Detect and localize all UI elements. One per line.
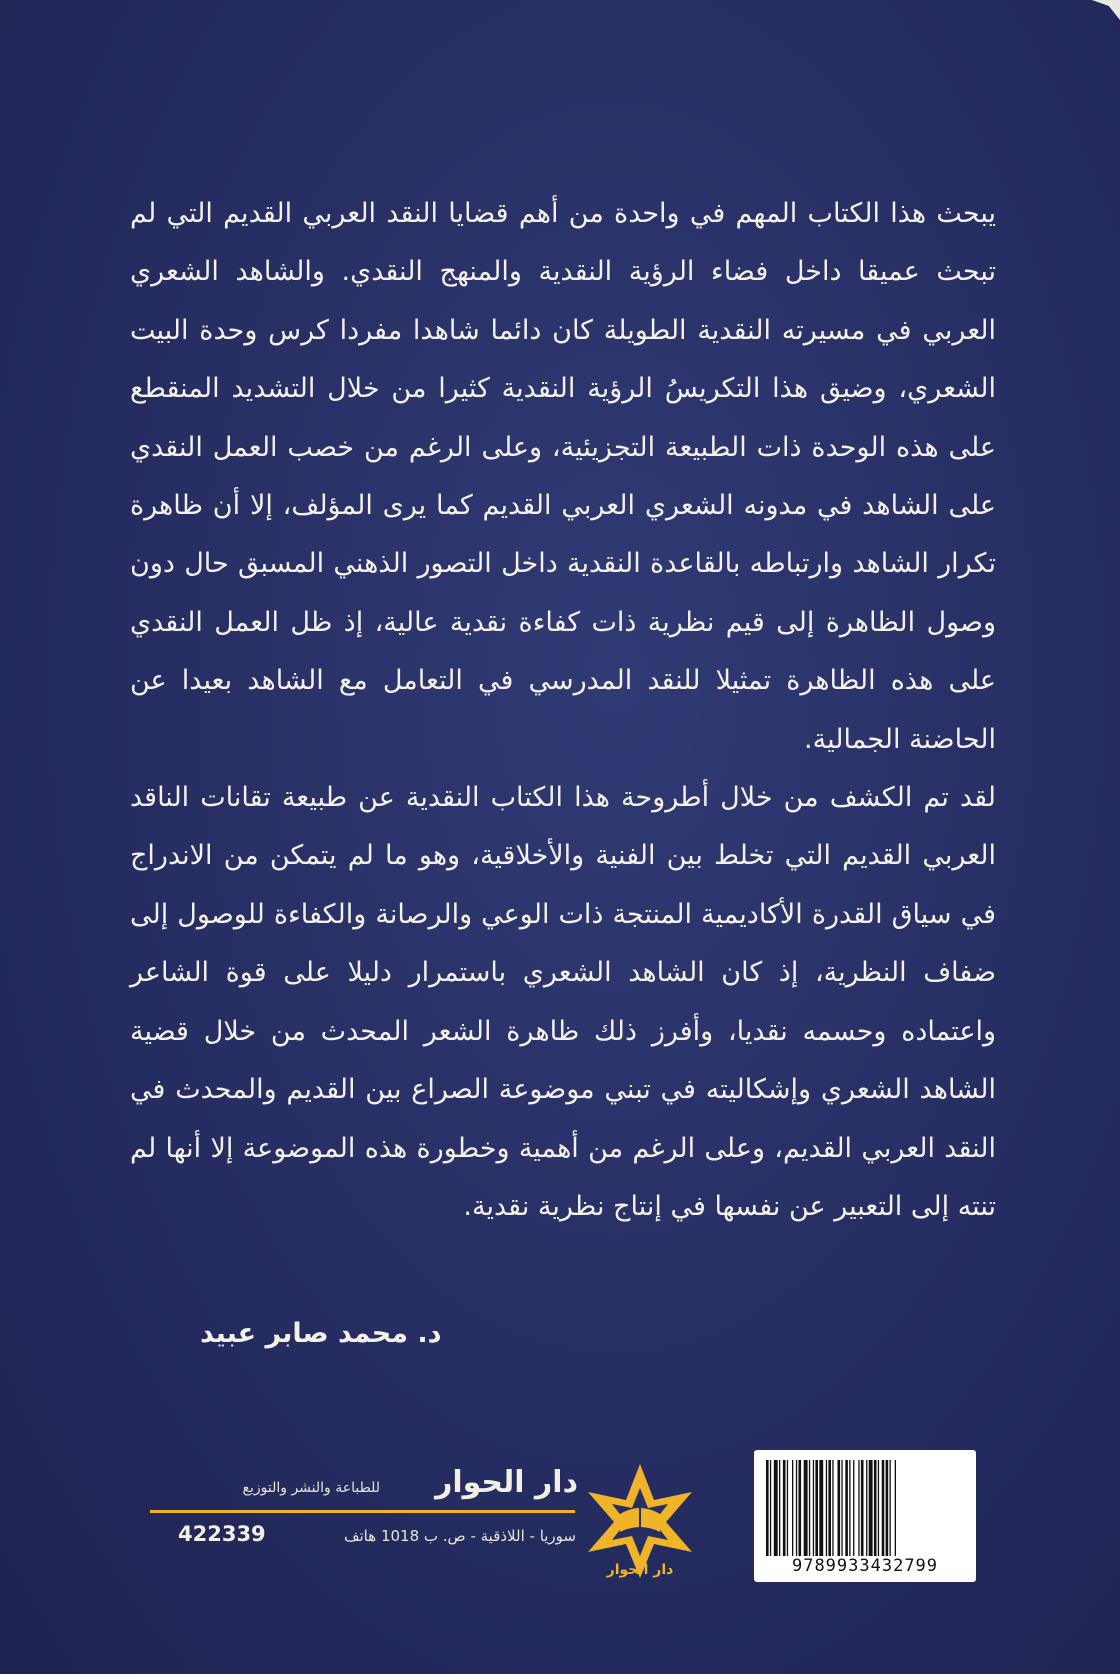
barcode-bar (838, 1460, 841, 1556)
blurb-paragraph-2: لقد تم الكشف من خلال أطروحة هذا الكتاب النقدية عن طبيعة تقانات الناقد العربي القديم التي تخلط بين الفنية والأخلاقية، وهو ما لم يتمكن من الاندراج في سياق القدرة الأكاديمية المنتجة ذات الوعي والرصانة والكفاءة للوصول إلى ضفاف النظرية، إذ كان الشاهد الشعري باستمرار دليلا على قوة الشاعر واعتماده وحسمه نقديا، وأفرز ذلك ظاهرة الشعر المحدث من خلال قضية الشاهد الشعري وإشكاليته في تبني موضوعة الصراع بين القديم والمحدث في النقد العربي القديم، وعلى الرغم من أهمية وخطورة هذه الموضوعة إلا أنها لم تنته إلى التعبير عن نفسها في إنتاج نظرية نقدية. (130, 782, 996, 1222)
barcode-bar (890, 1460, 891, 1556)
barcode-bar (779, 1460, 780, 1556)
publisher-phone: 422339 (178, 1522, 266, 1546)
back-cover-blurb (130, 185, 996, 1236)
barcode-bar (826, 1460, 827, 1556)
barcode-bar (828, 1460, 831, 1556)
barcode-bar (799, 1460, 802, 1556)
barcode-bar (766, 1460, 769, 1556)
publisher-logo-icon (580, 1462, 700, 1580)
barcode-bar (878, 1460, 879, 1556)
barcode-bar (796, 1460, 797, 1556)
barcode-bar (774, 1460, 778, 1556)
barcode-bar (783, 1460, 786, 1556)
barcode-bar (895, 1460, 896, 1556)
barcode-bar (832, 1460, 833, 1556)
barcode-bar (866, 1460, 867, 1556)
publisher-divider-line (150, 1510, 575, 1513)
barcode-bar (874, 1460, 877, 1556)
barcode-bar (787, 1460, 788, 1556)
publisher-tagline: للطباعة والنشر والتوزيع (242, 1480, 380, 1496)
author-name: د. محمد صابر عبيد (200, 1318, 442, 1349)
barcode-bar (813, 1460, 814, 1556)
barcode (754, 1450, 976, 1582)
publisher-logo-text: دار الحوار (606, 1562, 674, 1578)
barcode-bar (853, 1460, 854, 1556)
barcode-bar (869, 1460, 873, 1556)
barcode-bar (858, 1460, 859, 1556)
barcode-bar (809, 1460, 810, 1556)
barcode-bar (841, 1460, 842, 1556)
barcode-bar (815, 1460, 818, 1556)
barcode-bar (792, 1460, 793, 1556)
barcode-bar (886, 1460, 889, 1556)
barcode-bar (845, 1460, 848, 1556)
barcode-bar (849, 1460, 850, 1556)
barcode-bar (882, 1460, 885, 1556)
barcode-bars (766, 1460, 964, 1556)
barcode-bar (804, 1460, 808, 1556)
barcode-bar (819, 1460, 823, 1556)
isbn-number: 9789933432799 (791, 1556, 939, 1576)
publisher-name: دار الحوار (435, 1465, 578, 1500)
publisher-address: سوريا - اللاذقية - ص. ب 1018 هاتف (343, 1527, 576, 1545)
torn-corner (1092, 0, 1120, 20)
barcode-bar (861, 1460, 864, 1556)
blurb-paragraph-1: يبحث هذا الكتاب المهم في واحدة من أهم قضايا النقد العربي القديم التي لم تبحث عميقا داخل فضاء الرؤية النقدية والمنهج النقدي. والشاهد الشعري العربي في مسيرته النقدية الطويلة كان دائما شاهدا مفردا كرس وحدة البيت الشعري، وضيق هذا التكريسُ الرؤية النقدية كثيرا من خلال التشديد المنقطع على هذه الوحدة ذات الطبيعة التجزيئية، وعلى الرغم من خصب العمل النقدي على الشاهد في مدونه الشعري العربي القديم كما يرى المؤلف، إلا أن ظاهرة تكرار الشاهد وارتباطه بالقاعدة النقدية داخل التصور الذهني المسبق حال دون وصول الظاهرة إلى قيم نظرية ذات كفاءة نقدية عالية، إذ ظل العمل النقدي على هذه الظاهرة تمثيلا للنقد المدرسي في التعامل مع الشاهد بعيدا عن الحاضنة الجمالية. (130, 198, 996, 755)
barcode-bar (770, 1460, 771, 1556)
